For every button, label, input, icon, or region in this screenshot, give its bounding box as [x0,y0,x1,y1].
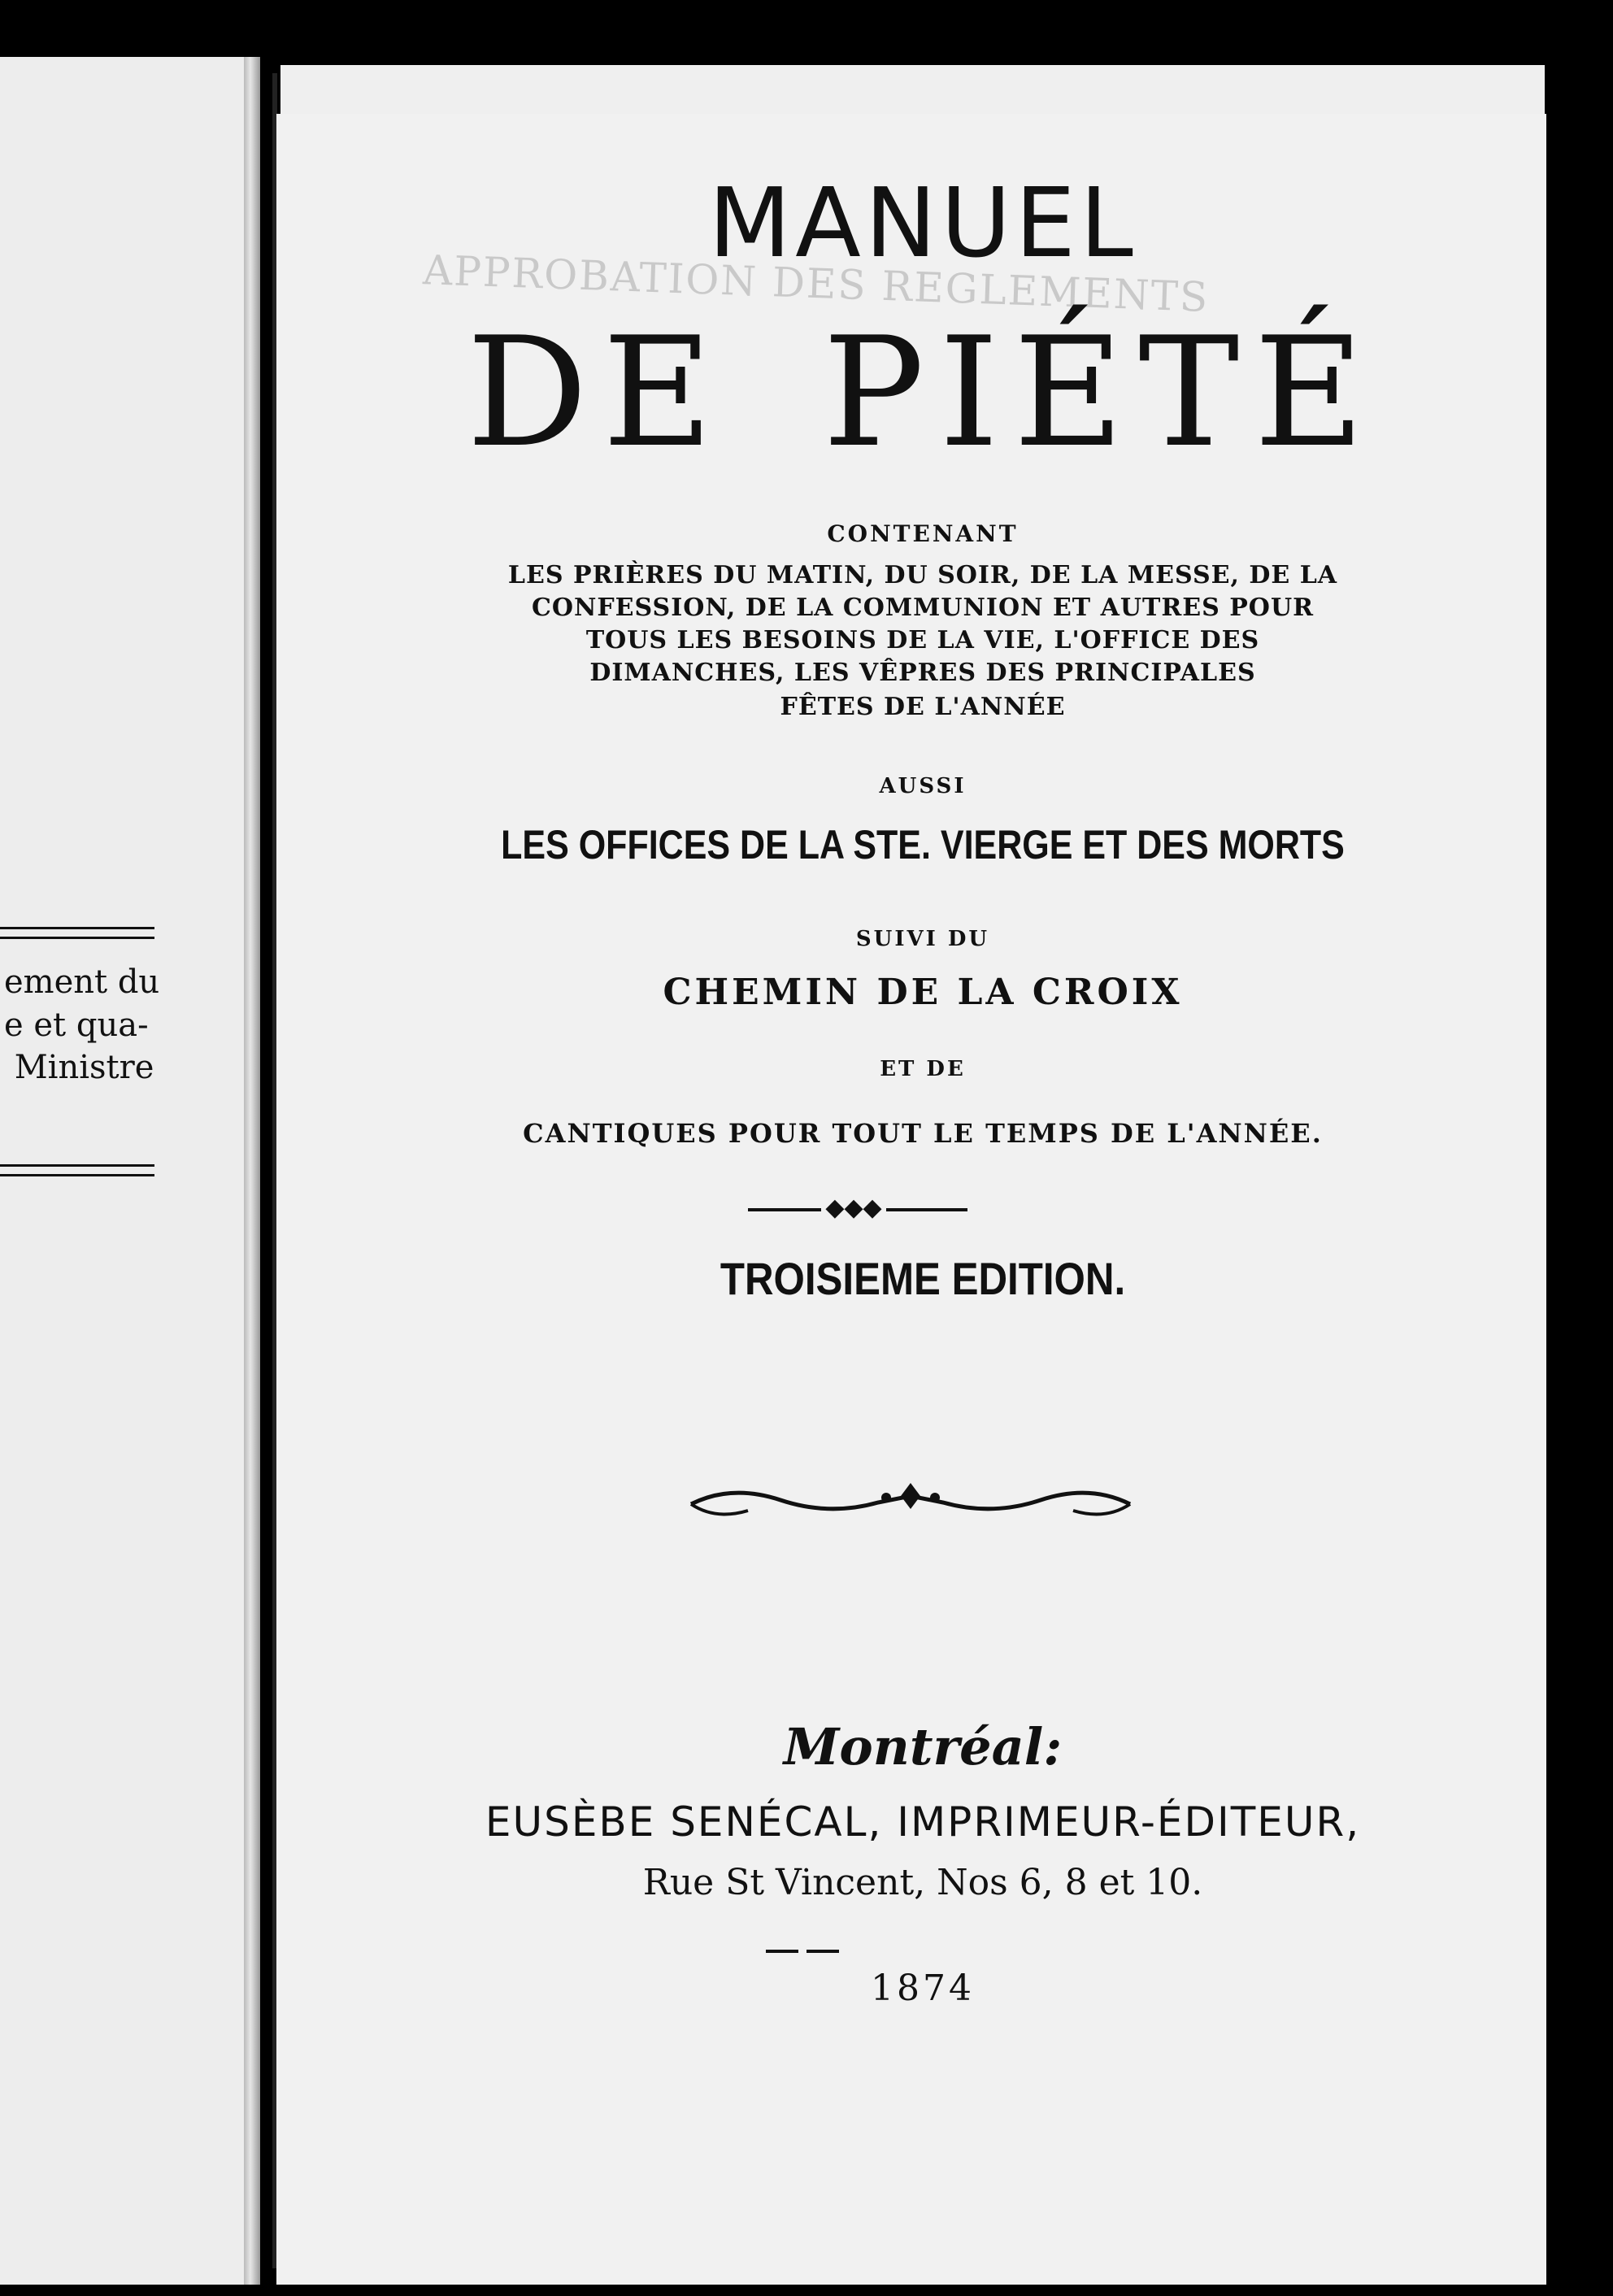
left-text-line-3: Ministre [4,1049,154,1086]
chemin-line: CHEMIN DE LA CROIX [663,972,1183,1013]
ornament-diamonds: ◆◆◆ [825,1194,882,1222]
aussi-label: AUSSI [879,774,967,798]
bleed-through-heading: APPROBATION DES REGLEMENTS [422,246,1211,321]
ornament-rule-left [748,1208,821,1211]
left-rule-top [0,927,154,929]
contents-line-2: CONFESSION, DE LA COMMUNION ET AUTRES POUR [531,594,1315,622]
imprint-year: 1874 [871,1968,975,2009]
flourish-ornament [683,1480,1138,1528]
et-de-label: ET DE [880,1057,966,1081]
contents-line-4: DIMANCHES, LES VÊPRES DES PRINCIPALES [589,659,1256,687]
cantiques-line: CANTIQUES POUR TOUT LE TEMPS DE L'ANNÉE. [523,1118,1323,1149]
year-rule-left [766,1950,798,1953]
year-rule-right [806,1950,839,1953]
contenant-label: CONTENANT [827,520,1019,547]
contents-line-3: TOUS LES BESOINS DE LA VIE, L'OFFICE DES [585,626,1260,654]
left-text-line-1: ement du [4,963,160,1001]
left-rule-top-2 [0,937,154,939]
edition-line: TROISIEME EDITION. [720,1253,1126,1304]
contents-line-5: FÊTES DE L'ANNÉE [780,693,1066,721]
contents-line-1: LES PRIÈRES DU MATIN, DU SOIR, DE LA MESSE, DE LA [507,561,1338,589]
imprint-publisher: EUSÈBE SENÉCAL, IMPRIMEUR-ÉDITEUR, [485,1798,1361,1846]
offices-line: LES OFFICES DE LA STE. VIERGE ET DES MORTS [501,822,1345,868]
imprint-city: Montréal: [783,1717,1063,1776]
left-rule-bottom-2 [0,1174,154,1176]
title-de-piete: DE PIÉTÉ [466,304,1380,481]
left-page [0,57,244,2285]
ornament-rule-right [886,1208,967,1211]
left-rule-bottom [0,1164,154,1167]
suivi-du-label: SUIVI DU [855,927,990,951]
imprint-address: Rue St Vincent, Nos 6, 8 et 10. [642,1862,1203,1903]
left-text-line-2: e et qua- [4,1007,149,1044]
title-manuel: MANUEL [708,167,1137,279]
left-page-edge [244,57,260,2285]
